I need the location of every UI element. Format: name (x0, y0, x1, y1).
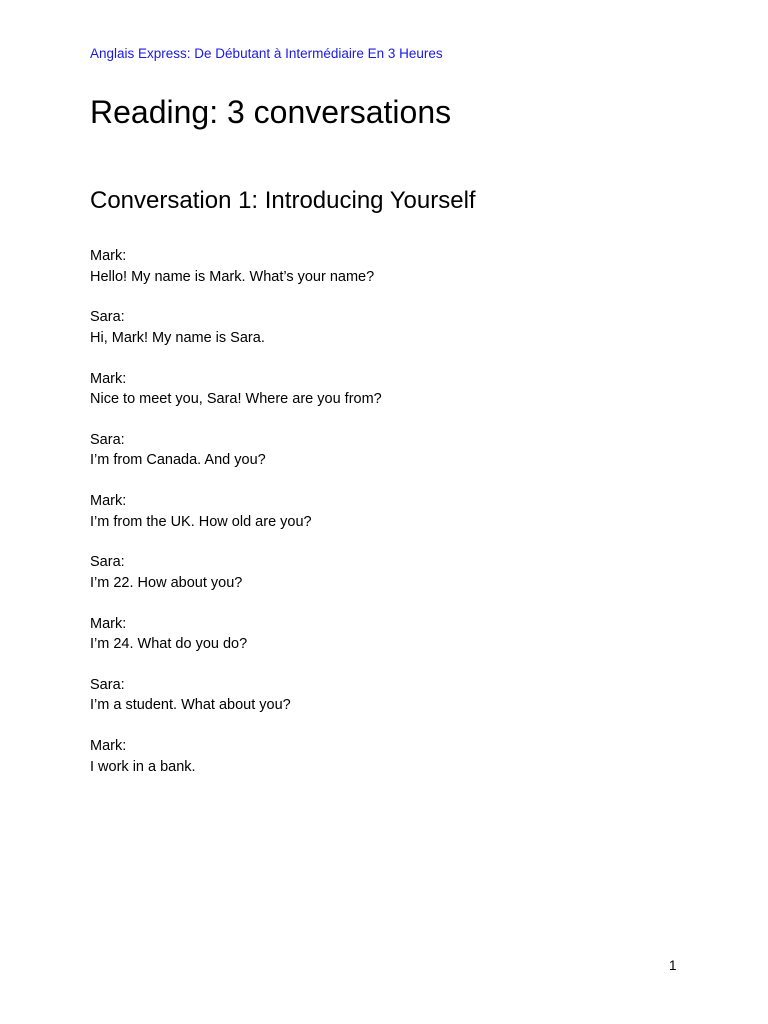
dialogue-line: I’m a student. What about you? (90, 697, 291, 714)
dialogue-turn (90, 369, 690, 410)
dialogue-line: Hi, Mark! My name is Sara. (90, 329, 265, 346)
speaker-name: Mark: (90, 370, 127, 387)
dialogue-line: Nice to meet you, Sara! Where are you from? (90, 391, 382, 407)
speaker-name: Sara: (90, 554, 125, 571)
dialogue-list (90, 246, 690, 797)
dialogue-line: Hello! My name is Mark. What’s your name? (90, 268, 375, 285)
speaker-name: Sara: (90, 309, 125, 326)
speaker-name: Mark: (90, 615, 127, 632)
speaker-name: Mark: (90, 738, 127, 754)
speaker-name: Sara: (90, 431, 125, 448)
dialogue-turn (90, 675, 690, 716)
page-title: Reading: 3 conversations (90, 94, 452, 130)
dialogue-line: I work in a bank. (90, 758, 196, 775)
conversation-heading: Conversation 1: Introducing Yourself (90, 187, 476, 214)
dialogue-turn (90, 430, 690, 471)
dialogue-line: I’m from Canada. And you? (90, 452, 266, 469)
speaker-name: Sara: (90, 676, 125, 693)
header-link[interactable]: Anglais Express: De Débutant à Intermédiaire En 3 Heures (90, 46, 443, 61)
dialogue-line: I’m 22. How about you? (90, 574, 243, 591)
dialogue-line: I’m 24. What do you do? (90, 636, 248, 652)
dialogue-turn (90, 614, 690, 655)
speaker-name: Mark: (90, 248, 127, 264)
speaker-name: Mark: (90, 493, 127, 509)
dialogue-turn (90, 552, 690, 593)
page-number: 1 (669, 958, 677, 973)
dialogue-turn (90, 246, 690, 287)
dialogue-turn (90, 491, 690, 532)
dialogue-turn (90, 307, 690, 348)
dialogue-line: I’m from the UK. How old are you? (90, 513, 312, 530)
dialogue-turn (90, 736, 690, 777)
